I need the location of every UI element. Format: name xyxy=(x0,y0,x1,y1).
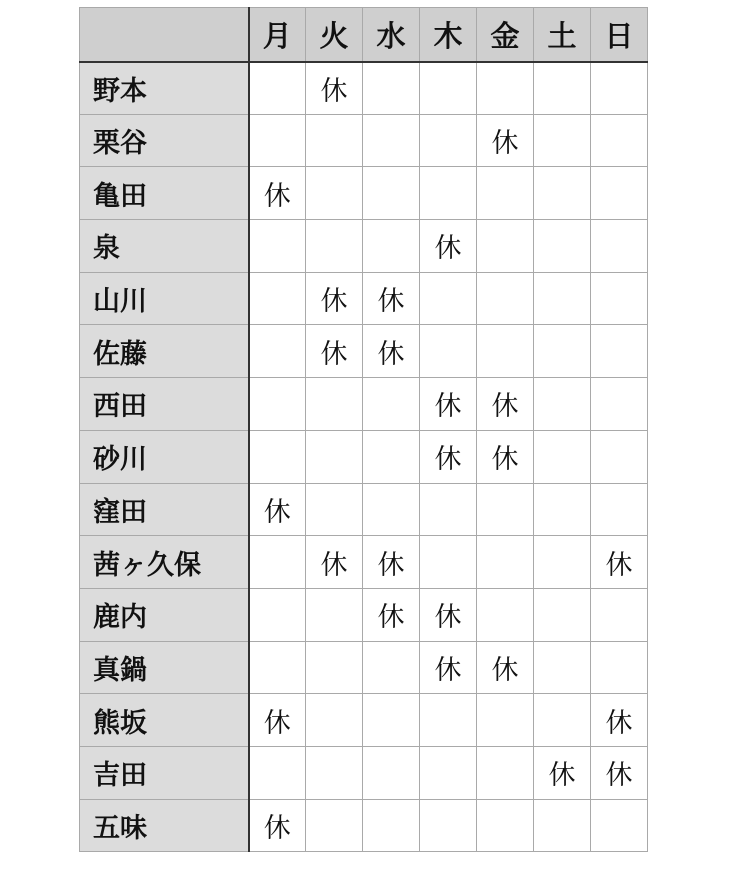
table-row xyxy=(80,325,648,378)
schedule-cell xyxy=(477,746,534,799)
table-row xyxy=(80,694,648,747)
schedule-cell xyxy=(591,220,648,273)
schedule-cell: 休 xyxy=(306,325,363,378)
schedule-cell xyxy=(306,114,363,167)
schedule-cell xyxy=(477,694,534,747)
schedule-cell xyxy=(477,325,534,378)
schedule-cell: 休 xyxy=(420,378,477,431)
schedule-cell xyxy=(306,167,363,220)
schedule-cell xyxy=(249,325,306,378)
schedule-table xyxy=(79,7,648,852)
schedule-cell xyxy=(591,272,648,325)
schedule-cell: 休 xyxy=(591,536,648,589)
schedule-cell: 休 xyxy=(420,641,477,694)
schedule-cell xyxy=(363,483,420,536)
employee-name: 野本 xyxy=(80,62,249,115)
schedule-cell xyxy=(363,220,420,273)
schedule-cell xyxy=(477,272,534,325)
schedule-cell xyxy=(591,641,648,694)
table-row xyxy=(80,114,648,167)
schedule-cell xyxy=(591,588,648,641)
table-row xyxy=(80,746,648,799)
schedule-cell xyxy=(420,746,477,799)
schedule-cell: 休 xyxy=(420,430,477,483)
schedule-cell: 休 xyxy=(249,483,306,536)
schedule-cell xyxy=(249,430,306,483)
schedule-cell xyxy=(534,220,591,273)
schedule-cell xyxy=(363,114,420,167)
employee-name: 砂川 xyxy=(80,430,249,483)
schedule-cell xyxy=(249,378,306,431)
schedule-cell: 休 xyxy=(420,588,477,641)
day-header-sun: 日 xyxy=(591,8,648,62)
schedule-cell xyxy=(363,62,420,115)
schedule-cell xyxy=(477,588,534,641)
day-header-tue: 火 xyxy=(306,8,363,62)
employee-name: 泉 xyxy=(80,220,249,273)
employee-name: 熊坂 xyxy=(80,694,249,747)
schedule-cell xyxy=(363,167,420,220)
schedule-cell xyxy=(306,799,363,852)
schedule-cell xyxy=(477,62,534,115)
schedule-cell xyxy=(477,799,534,852)
schedule-cell: 休 xyxy=(477,114,534,167)
schedule-cell xyxy=(420,325,477,378)
schedule-cell xyxy=(306,430,363,483)
day-header-sat: 土 xyxy=(534,8,591,62)
table-row xyxy=(80,272,648,325)
schedule-cell xyxy=(420,114,477,167)
table-row xyxy=(80,799,648,852)
schedule-cell: 休 xyxy=(591,746,648,799)
schedule-cell xyxy=(363,746,420,799)
schedule-cell xyxy=(249,746,306,799)
day-header-mon: 月 xyxy=(249,8,306,62)
schedule-cell: 休 xyxy=(477,641,534,694)
schedule-cell: 休 xyxy=(363,325,420,378)
day-header-thu: 木 xyxy=(420,8,477,62)
schedule-cell xyxy=(534,62,591,115)
schedule-cell xyxy=(534,641,591,694)
schedule-body xyxy=(80,62,648,852)
employee-name: 栗谷 xyxy=(80,114,249,167)
schedule-cell xyxy=(534,694,591,747)
schedule-cell xyxy=(420,62,477,115)
schedule-cell xyxy=(249,641,306,694)
schedule-cell xyxy=(477,483,534,536)
schedule-cell: 休 xyxy=(249,167,306,220)
schedule-cell xyxy=(249,536,306,589)
schedule-cell: 休 xyxy=(477,378,534,431)
table-row xyxy=(80,641,648,694)
schedule-cell xyxy=(249,588,306,641)
schedule-cell xyxy=(306,588,363,641)
schedule-cell xyxy=(363,378,420,431)
schedule-cell xyxy=(477,220,534,273)
schedule-cell xyxy=(420,694,477,747)
schedule-cell xyxy=(249,272,306,325)
employee-name: 佐藤 xyxy=(80,325,249,378)
schedule-cell xyxy=(306,746,363,799)
schedule-cell xyxy=(477,167,534,220)
table-row xyxy=(80,536,648,589)
schedule-cell xyxy=(534,799,591,852)
schedule-cell xyxy=(249,62,306,115)
table-row xyxy=(80,430,648,483)
schedule-cell xyxy=(534,167,591,220)
schedule-cell xyxy=(591,799,648,852)
schedule-cell xyxy=(591,62,648,115)
table-row xyxy=(80,378,648,431)
schedule-cell xyxy=(249,220,306,273)
employee-name: 五味 xyxy=(80,799,249,852)
schedule-cell xyxy=(420,272,477,325)
schedule-cell: 休 xyxy=(363,536,420,589)
schedule-cell xyxy=(591,167,648,220)
employee-name: 亀田 xyxy=(80,167,249,220)
schedule-cell xyxy=(420,536,477,589)
employee-name: 窪田 xyxy=(80,483,249,536)
schedule-cell: 休 xyxy=(249,694,306,747)
schedule-cell: 休 xyxy=(306,536,363,589)
schedule-cell xyxy=(534,430,591,483)
schedule-cell xyxy=(363,694,420,747)
schedule-cell xyxy=(591,430,648,483)
table-row xyxy=(80,62,648,115)
schedule-cell xyxy=(534,588,591,641)
corner-cell xyxy=(80,8,249,62)
schedule-cell: 休 xyxy=(534,746,591,799)
schedule-cell xyxy=(420,483,477,536)
schedule-cell xyxy=(534,114,591,167)
employee-name: 西田 xyxy=(80,378,249,431)
employee-name: 吉田 xyxy=(80,746,249,799)
schedule-cell: 休 xyxy=(306,272,363,325)
table-row xyxy=(80,167,648,220)
schedule-cell xyxy=(591,378,648,431)
table-row xyxy=(80,483,648,536)
schedule-cell xyxy=(363,430,420,483)
day-header-wed: 水 xyxy=(363,8,420,62)
schedule-cell xyxy=(306,641,363,694)
schedule-cell: 休 xyxy=(306,62,363,115)
employee-name: 鹿内 xyxy=(80,588,249,641)
schedule-cell xyxy=(591,483,648,536)
schedule-cell xyxy=(534,536,591,589)
schedule-cell xyxy=(306,378,363,431)
header-row xyxy=(80,8,648,62)
employee-name: 茜ヶ久保 xyxy=(80,536,249,589)
schedule-cell: 休 xyxy=(420,220,477,273)
schedule-cell xyxy=(477,536,534,589)
schedule-cell xyxy=(249,114,306,167)
schedule-cell: 休 xyxy=(363,272,420,325)
schedule-cell xyxy=(591,114,648,167)
schedule-cell xyxy=(420,167,477,220)
schedule-cell: 休 xyxy=(249,799,306,852)
schedule-cell xyxy=(420,799,477,852)
schedule-cell xyxy=(591,325,648,378)
schedule-cell xyxy=(534,378,591,431)
schedule-cell xyxy=(534,272,591,325)
schedule-cell xyxy=(534,483,591,536)
table-row xyxy=(80,220,648,273)
schedule-cell: 休 xyxy=(363,588,420,641)
schedule-cell xyxy=(363,799,420,852)
schedule-cell: 休 xyxy=(591,694,648,747)
schedule-cell xyxy=(363,641,420,694)
schedule-cell: 休 xyxy=(477,430,534,483)
table-row xyxy=(80,588,648,641)
schedule-cell xyxy=(534,325,591,378)
employee-name: 真鍋 xyxy=(80,641,249,694)
schedule-cell xyxy=(306,694,363,747)
schedule-cell xyxy=(306,483,363,536)
employee-name: 山川 xyxy=(80,272,249,325)
day-header-fri: 金 xyxy=(477,8,534,62)
schedule-cell xyxy=(306,220,363,273)
